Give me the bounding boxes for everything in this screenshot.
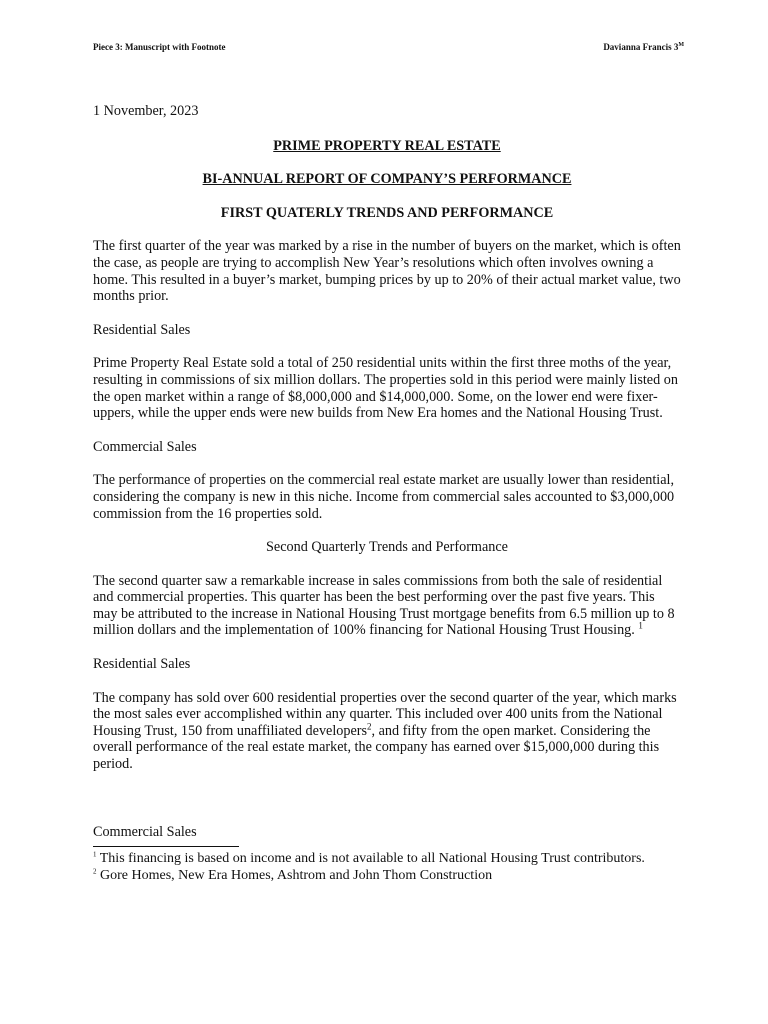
q2-residential-text-b: , and fifty from the open market. Considering the overall performance of the real estate market, the company has earned over $15,000,000 during this period.	[93, 722, 660, 773]
footnote-mark-1: 1	[93, 850, 97, 859]
footnote-mark-2: 2	[93, 867, 97, 876]
second-quarter-intro	[93, 573, 681, 639]
footnote-divider	[93, 846, 239, 847]
footnote-1-text: This financing is based on income and is not available to all National Housing Trust contributors.	[99, 851, 645, 867]
footnote-2	[93, 868, 681, 885]
footnote-2-text: Gore Homes, New Era Homes, Ashtrom and John Thom Construction	[100, 868, 493, 884]
company-title: PRIME PROPERTY REAL ESTATE	[273, 137, 501, 154]
document-body	[93, 103, 681, 885]
q1-commercial-text: The performance of properties on the commercial real estate market are usually lower than residential, considering the company is new in this niche. Income from commercial sales accounted to $3,000,000 commission from the 16 properties sold.	[93, 472, 675, 522]
header-author-sup: M	[678, 42, 684, 48]
first-quarter-intro: The first quarter of the year was marked by a rise in the number of buyers on the market, which is often the case, as people are trying to accomplish New Year’s resolutions which often involves owning a home. This resulted in a buyer’s market, bumping prices by up to 20% of their actual market value, two months prior.	[93, 238, 681, 305]
footnote-ref-2[interactable]: 2	[367, 721, 372, 732]
q2-residential-text-a: The company has sold over 600 residential properties over the second quarter of the year, which marks the most sales ever accomplished within any quarter. This included over 400 units from the National Housing Trust, 150 from unaffiliated developers	[93, 689, 677, 739]
document-date: 1 November, 2023	[93, 103, 199, 119]
header-right	[603, 42, 684, 52]
footnotes	[93, 851, 681, 885]
header-author: Davianna Francis 3	[603, 42, 679, 52]
second-quarter-heading: Second Quarterly Trends and Performance	[266, 539, 508, 556]
q2-residential-heading: Residential Sales	[93, 656, 191, 673]
q1-residential-heading: Residential Sales	[93, 321, 191, 338]
q2-residential-text	[93, 690, 681, 773]
header-left: Piece 3: Manuscript with Footnote	[93, 42, 226, 52]
page-header	[93, 42, 684, 52]
spacer	[93, 790, 681, 824]
first-quarter-title: FIRST QUATERLY TRENDS AND PERFORMANCE	[220, 204, 554, 221]
footnote-1	[93, 851, 681, 868]
report-title: BI-ANNUAL REPORT OF COMPANY’S PERFORMANCE	[202, 171, 572, 188]
q2-commercial-heading: Commercial Sales	[93, 823, 197, 840]
footnote-ref-1[interactable]: 1	[638, 620, 643, 631]
q2-intro-text: The second quarter saw a remarkable increase in sales commissions from both the sale of residential and commercial properties. This quarter has been the best performing over the past five years. This may be attributed to the increase in National Housing Trust mortgage benefits from 6.5 million up to 8 million dollars and the implementation of 100% financing for National Housing Trust Housing.	[93, 572, 675, 639]
q1-residential-text: Prime Property Real Estate sold a total of 250 residential units within the first three moths of the year, resulting in commissions of six million dollars. The properties sold in this period were mainly listed on the open market within a range of $8,000,000 and $14,000,000. Some, on the lower end were fixer-uppers, while the upper ends were new builds from New Era homes and the National Housing Trust.	[93, 355, 678, 422]
q1-commercial-heading: Commercial Sales	[93, 438, 197, 455]
